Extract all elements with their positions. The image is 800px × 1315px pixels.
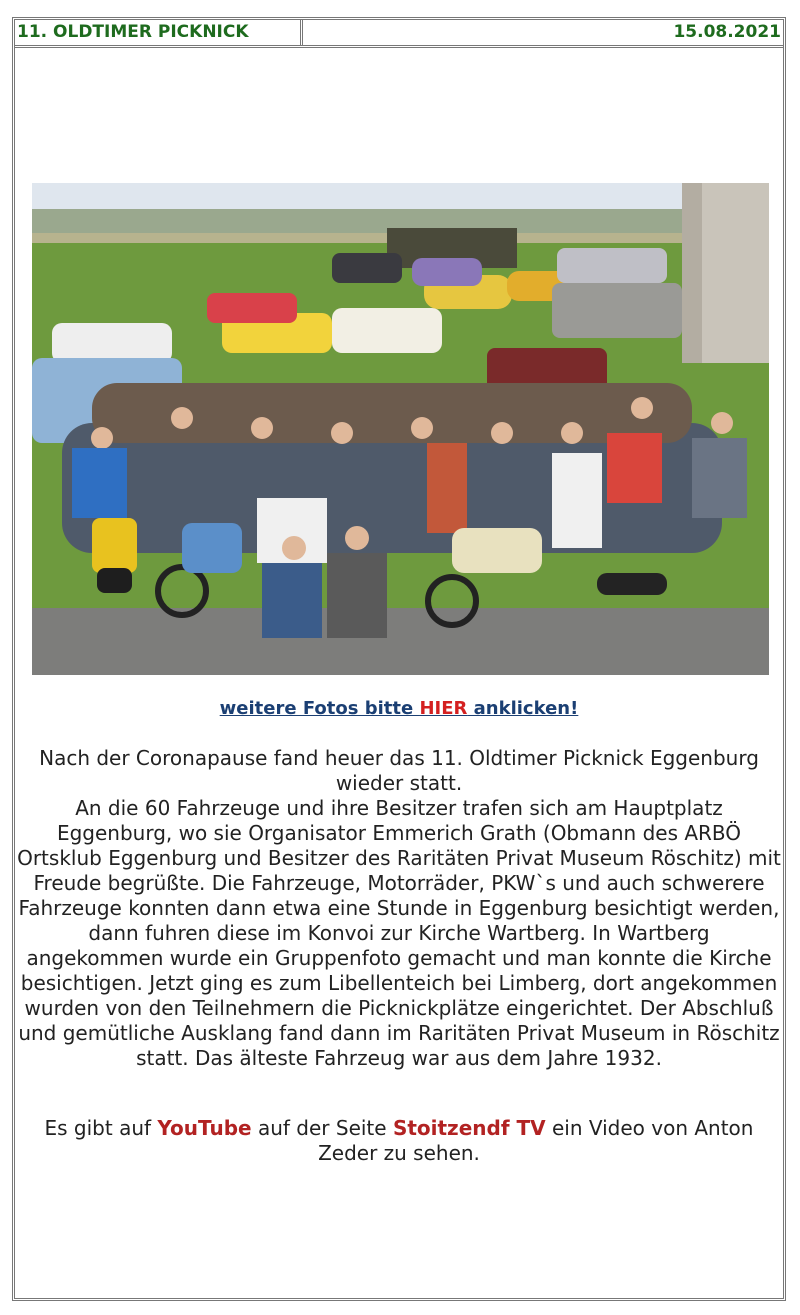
group-photo [32,183,769,675]
video-text-2: auf der Seite [251,1116,393,1140]
content-frame [12,17,786,1301]
video-text-1: Es gibt auf [44,1116,158,1140]
more-photos-link[interactable] [15,698,783,719]
more-photos-anchor[interactable] [220,698,579,719]
more-photos-suffix: anklicken! [467,698,579,719]
article-paragraph-1: Nach der Coronapause fand heuer das 11. Oldtimer Picknick Eggenburg wieder statt. [39,746,759,795]
more-photos-highlight: HIER [419,698,468,719]
video-text-3: ein Video von Anton Zeder zu sehen. [318,1116,754,1165]
youtube-link[interactable]: YouTube [157,1116,252,1140]
page-title: 11. OLDTIMER PICKNICK [15,20,303,45]
article-text [17,746,781,1071]
channel-link[interactable]: Stoitzendf TV [392,1116,546,1140]
more-photos-prefix: weitere Fotos bitte [219,698,420,719]
event-date: 15.08.2021 [673,22,781,42]
header-bar [15,20,783,48]
article-paragraph-2: An die 60 Fahrzeuge und ihre Besitzer trafen sich am Hauptplatz Eggenburg, wo sie Organisator Emmerich Grath (Obmann des ARBÖ Ortsklub Eggenburg und Besitzer des Raritäten Privat Museum Röschitz) mit Freude begrüßte. Die Fahrzeuge, Motorräder, PKW`s und auch schwerere Fahrzeuge konnten dann etwa eine Stunde in Eggenburg besichtigt werden, dann fuhren diese im Konvoi zur Kirche Wartberg. In Wartberg angekommen wurde ein Gruppenfoto gemacht und man konnte die Kirche besichtigen. Jetzt ging es zum Libellenteich bei Limberg, dort angekommen wurden von den Teilnehmern die Picknickplätze eingerichtet. Der Abschluß und gemütliche Ausklang fand dann im Raritäten Privat Museum in Röschitz statt. Das älteste Fahrzeug war aus dem Jahre 1932. [17,796,781,1070]
group-photo-image [32,183,769,675]
video-note [17,1116,781,1166]
